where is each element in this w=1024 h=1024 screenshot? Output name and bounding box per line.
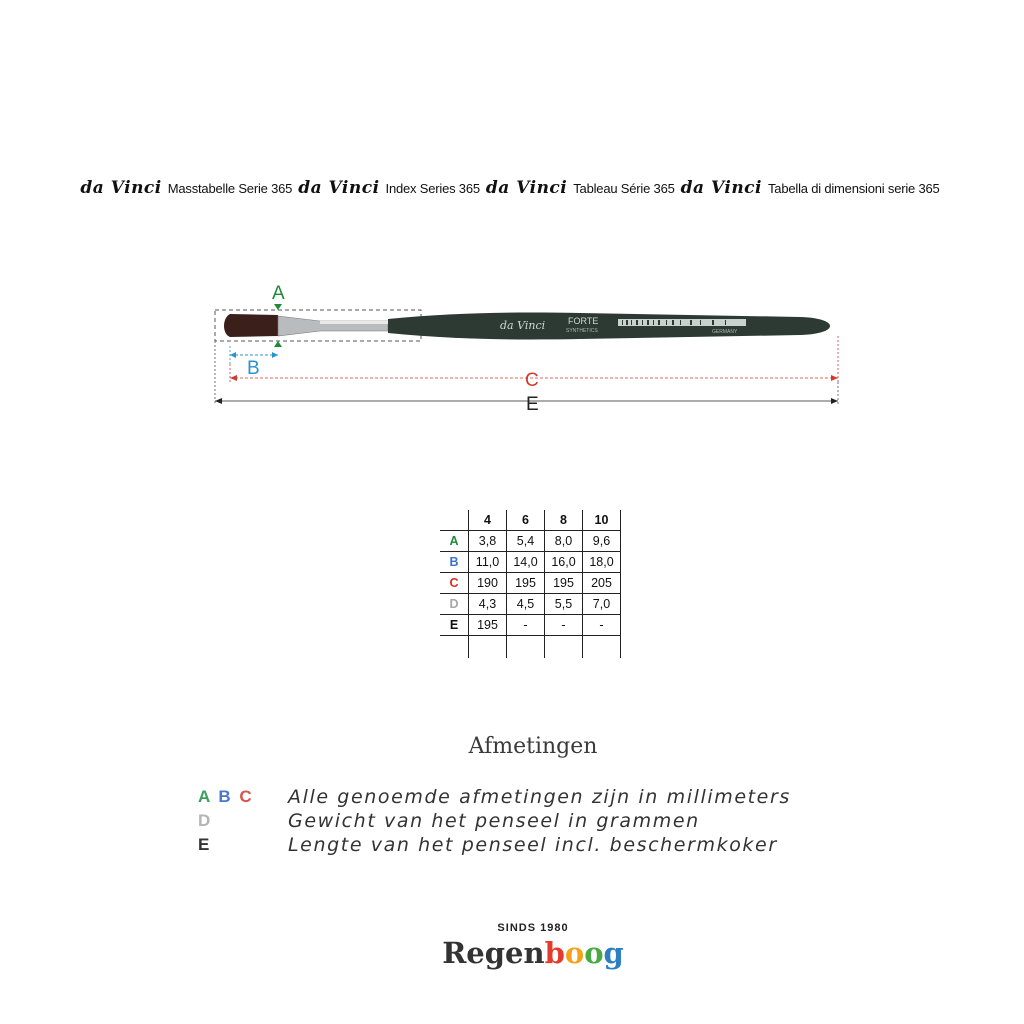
dim-label-a: A <box>272 283 285 304</box>
arrow-e-left-icon <box>215 398 222 404</box>
caption-de: Masstabelle Serie 365 <box>167 181 293 196</box>
table-cell: 4,5 <box>507 594 545 615</box>
legend-key-e: E <box>198 835 212 854</box>
table-cell: 205 <box>583 573 621 594</box>
table-header-row <box>440 510 621 531</box>
legend-key-c: C <box>239 787 254 806</box>
legend-keys-abc <box>198 787 288 807</box>
row-key-c: C <box>440 573 469 594</box>
table-cell: 5,4 <box>507 531 545 552</box>
brush-diagram <box>200 276 850 416</box>
legend-text-e: Lengte van het penseel incl. beschermkoker <box>288 834 778 856</box>
header-strip <box>0 178 1024 200</box>
arrow-a-bottom-icon <box>274 341 282 347</box>
arrow-b-left-icon <box>230 352 236 358</box>
size-header: 8 <box>545 510 583 531</box>
row-key-e: E <box>440 615 469 636</box>
size-header: 4 <box>469 510 507 531</box>
caption-fr: Tableau Série 365 <box>573 181 675 196</box>
table-row <box>440 552 621 573</box>
barcode-icon <box>618 319 746 326</box>
table-row <box>440 531 621 552</box>
ferrule-highlight <box>320 321 388 324</box>
brush-ferrule <box>278 316 388 336</box>
legend-text-d: Gewicht van het penseel in grammen <box>288 810 700 832</box>
dim-label-b: B <box>247 358 260 379</box>
arrow-c-right-icon <box>831 375 838 381</box>
handle-brand: da Vinci <box>500 319 546 332</box>
handle-model: FORTE <box>568 316 599 326</box>
dim-label-c: C <box>525 370 539 391</box>
arrow-a-top-icon <box>274 304 282 310</box>
brush-handle <box>388 313 830 340</box>
brand-logo-2: da Vinci <box>298 178 380 198</box>
legend-row-abc <box>198 785 791 809</box>
table-row <box>440 573 621 594</box>
legend-key-a: A <box>198 787 212 806</box>
legend-row-d <box>198 809 700 833</box>
table-row <box>440 594 621 615</box>
section-title: Afmetingen <box>468 734 598 759</box>
arrow-b-right-icon <box>272 352 278 358</box>
table-cell: 190 <box>469 573 507 594</box>
handle-country: GERMANY <box>712 329 738 335</box>
logo-letter-g: g <box>603 936 624 970</box>
table-corner-cell <box>440 510 469 531</box>
arrow-c-left-icon <box>230 375 237 381</box>
table-cell: 195 <box>469 615 507 636</box>
legend-keys-d <box>198 811 288 831</box>
table-cell: 16,0 <box>545 552 583 573</box>
table-cell: - <box>583 615 621 636</box>
table-cell: 4,3 <box>469 594 507 615</box>
row-key-a: A <box>440 531 469 552</box>
logo-letter-b: b <box>544 936 565 970</box>
brand-logo-1: da Vinci <box>80 178 162 198</box>
table-cell-empty <box>583 636 621 659</box>
table-cell: 7,0 <box>583 594 621 615</box>
size-header: 10 <box>583 510 621 531</box>
dim-label-e: E <box>526 394 539 415</box>
table-cell: 11,0 <box>469 552 507 573</box>
dimensions-table <box>440 510 621 658</box>
logo-letter-o2: o <box>584 936 604 970</box>
legend-keys-e <box>198 835 288 855</box>
table-cell-empty <box>440 636 469 659</box>
legend-row-e <box>198 833 778 857</box>
regenboog-logo <box>0 936 1024 970</box>
table-cell: 195 <box>507 573 545 594</box>
table-cell: 3,8 <box>469 531 507 552</box>
table-cell: 14,0 <box>507 552 545 573</box>
since-tagline: SINDS 1980 <box>497 922 569 934</box>
dimensions-table-container <box>440 510 621 658</box>
logo-regen: Regen <box>442 936 545 970</box>
brand-logo-4: da Vinci <box>680 178 762 198</box>
logo-letter-o1: o <box>564 936 585 970</box>
brush-bristles <box>224 314 278 337</box>
table-cell: 195 <box>545 573 583 594</box>
table-cell: 9,6 <box>583 531 621 552</box>
table-cell-empty <box>469 636 507 659</box>
table-cell-empty <box>545 636 583 659</box>
table-cell: - <box>545 615 583 636</box>
handle-sub: SYNTHETICS <box>566 328 598 334</box>
table-cell: - <box>507 615 545 636</box>
legend-key-b: B <box>218 787 233 806</box>
brand-logo-3: da Vinci <box>485 178 568 198</box>
table-cell: 5,5 <box>545 594 583 615</box>
table-blank-row <box>440 636 621 659</box>
row-key-b: B <box>440 552 469 573</box>
table-cell: 18,0 <box>583 552 621 573</box>
table-cell: 8,0 <box>545 531 583 552</box>
caption-it: Tabella di dimensioni serie 365 <box>768 181 940 196</box>
size-header: 6 <box>507 510 545 531</box>
row-key-d: D <box>440 594 469 615</box>
table-row <box>440 615 621 636</box>
legend-text-abc: Alle genoemde afmetingen zijn in millimeters <box>288 786 791 808</box>
table-cell-empty <box>507 636 545 659</box>
legend-key-d: D <box>198 811 213 830</box>
caption-en: Index Series 365 <box>385 181 480 196</box>
arrow-e-right-icon <box>831 398 838 404</box>
